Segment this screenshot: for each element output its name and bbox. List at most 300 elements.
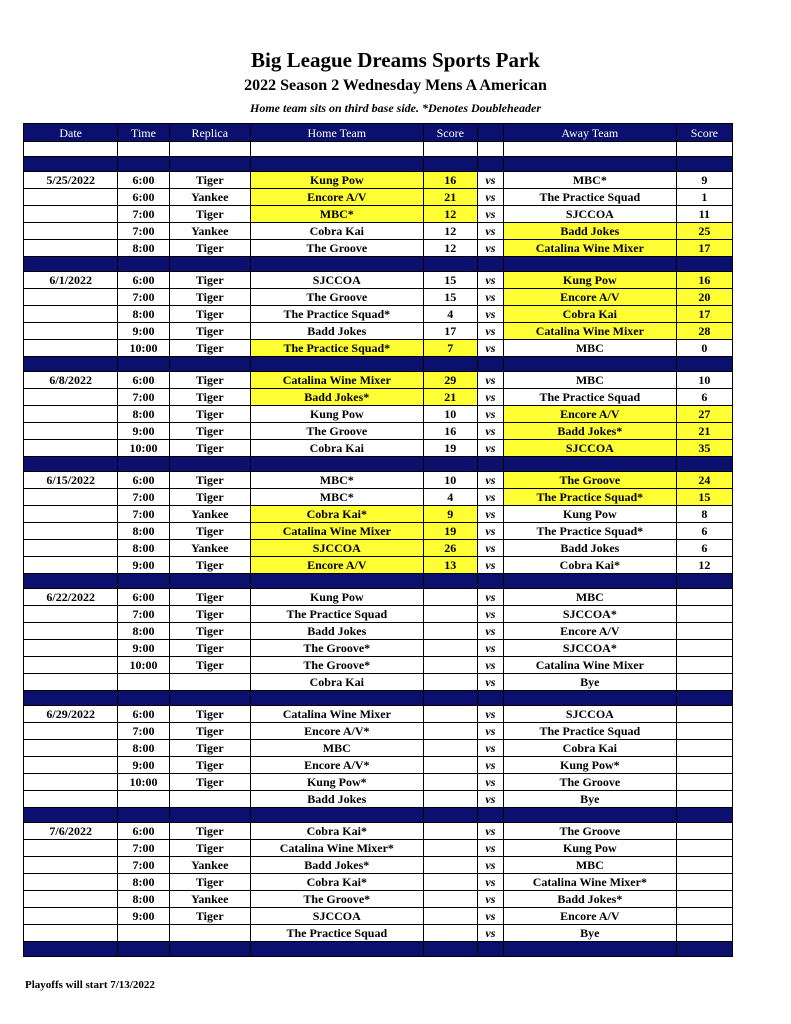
game-row: [24, 189, 733, 206]
vs-label: vs: [477, 240, 503, 257]
game-time: 9:00: [118, 323, 169, 340]
col-home-score: Score: [423, 124, 477, 142]
col-date: Date: [24, 124, 118, 142]
game-row: [24, 472, 733, 489]
separator-cell: [676, 574, 732, 589]
vs-label: vs: [477, 925, 503, 942]
week-separator: [24, 574, 733, 589]
game-replica: Tiger: [169, 623, 250, 640]
game-row: [24, 589, 733, 606]
away-score: 20: [676, 289, 732, 306]
game-time: 7:00: [118, 206, 169, 223]
vs-label: vs: [477, 323, 503, 340]
home-team: Badd Jokes: [250, 791, 423, 808]
away-team: Encore A/V: [503, 289, 676, 306]
game-time: [118, 925, 169, 942]
home-team: Catalina Wine Mixer: [250, 523, 423, 540]
game-row: [24, 506, 733, 523]
game-replica: Tiger: [169, 272, 250, 289]
home-score: [423, 774, 477, 791]
vs-label: vs: [477, 223, 503, 240]
game-row: [24, 840, 733, 857]
away-team: Kung Pow: [503, 506, 676, 523]
col-time: Time: [118, 124, 169, 142]
vs-label: vs: [477, 606, 503, 623]
away-team: Catalina Wine Mixer: [503, 323, 676, 340]
game-replica: Tiger: [169, 306, 250, 323]
game-date: 6/22/2022: [24, 589, 118, 606]
separator-cell: [169, 357, 250, 372]
separator-cell: [24, 942, 118, 957]
game-replica: Yankee: [169, 506, 250, 523]
game-time: 8:00: [118, 540, 169, 557]
schedule-table: [23, 123, 733, 957]
game-row: [24, 674, 733, 691]
week-separator: [24, 691, 733, 706]
game-replica: Tiger: [169, 523, 250, 540]
separator-cell: [477, 942, 503, 957]
separator-cell: [24, 808, 118, 823]
home-team: Badd Jokes: [250, 623, 423, 640]
game-replica: Tiger: [169, 557, 250, 574]
away-score: [676, 823, 732, 840]
separator-cell: [169, 257, 250, 272]
vs-label: vs: [477, 340, 503, 357]
separator-cell: [250, 357, 423, 372]
game-row: [24, 523, 733, 540]
game-date: [24, 206, 118, 223]
game-date: [24, 757, 118, 774]
home-team: Catalina Wine Mixer: [250, 372, 423, 389]
away-score: [676, 640, 732, 657]
col-away-team: Away Team: [503, 124, 676, 142]
home-score: 4: [423, 306, 477, 323]
vs-label: vs: [477, 272, 503, 289]
away-score: [676, 589, 732, 606]
game-date: [24, 423, 118, 440]
home-team: The Groove*: [250, 640, 423, 657]
vs-label: vs: [477, 640, 503, 657]
game-date: 7/6/2022: [24, 823, 118, 840]
game-time: 7:00: [118, 289, 169, 306]
separator-cell: [423, 457, 477, 472]
game-row: [24, 389, 733, 406]
vs-label: vs: [477, 740, 503, 757]
separator-cell: [503, 457, 676, 472]
home-team: Cobra Kai: [250, 440, 423, 457]
home-team: The Practice Squad: [250, 925, 423, 942]
home-score: [423, 791, 477, 808]
separator-cell: [169, 942, 250, 957]
game-date: [24, 891, 118, 908]
game-row: [24, 440, 733, 457]
away-score: 17: [676, 240, 732, 257]
game-replica: Tiger: [169, 840, 250, 857]
away-team: The Practice Squad*: [503, 523, 676, 540]
separator-cell: [676, 257, 732, 272]
game-replica: Tiger: [169, 606, 250, 623]
away-score: [676, 908, 732, 925]
home-score: [423, 857, 477, 874]
away-score: [676, 606, 732, 623]
separator-cell: [250, 808, 423, 823]
home-score: [423, 925, 477, 942]
away-score: [676, 623, 732, 640]
home-score: 15: [423, 272, 477, 289]
vs-label: vs: [477, 674, 503, 691]
game-date: [24, 289, 118, 306]
game-replica: Tiger: [169, 489, 250, 506]
game-row: [24, 774, 733, 791]
away-team: MBC: [503, 857, 676, 874]
separator-cell: [118, 257, 169, 272]
home-team: Catalina Wine Mixer*: [250, 840, 423, 857]
home-team: The Groove: [250, 423, 423, 440]
game-time: 7:00: [118, 506, 169, 523]
away-team: MBC*: [503, 172, 676, 189]
col-home-team: Home Team: [250, 124, 423, 142]
vs-label: vs: [477, 891, 503, 908]
home-score: [423, 874, 477, 891]
empty-cell: [24, 142, 118, 157]
vs-label: vs: [477, 540, 503, 557]
home-score: 12: [423, 223, 477, 240]
home-team: Encore A/V: [250, 557, 423, 574]
game-replica: Tiger: [169, 172, 250, 189]
game-date: [24, 740, 118, 757]
separator-cell: [423, 574, 477, 589]
away-score: 6: [676, 523, 732, 540]
separator-cell: [169, 574, 250, 589]
game-date: [24, 389, 118, 406]
vs-label: vs: [477, 289, 503, 306]
separator-cell: [477, 257, 503, 272]
game-date: [24, 506, 118, 523]
separator-cell: [477, 691, 503, 706]
vs-label: vs: [477, 823, 503, 840]
separator-cell: [24, 257, 118, 272]
separator-cell: [24, 357, 118, 372]
game-time: 8:00: [118, 240, 169, 257]
separator-cell: [503, 357, 676, 372]
home-team: Catalina Wine Mixer: [250, 706, 423, 723]
empty-cell: [676, 142, 732, 157]
home-team: The Groove*: [250, 657, 423, 674]
home-team: SJCCOA: [250, 908, 423, 925]
game-replica: Tiger: [169, 640, 250, 657]
away-team: Bye: [503, 791, 676, 808]
home-score: [423, 757, 477, 774]
game-row: [24, 606, 733, 623]
away-team: The Groove: [503, 774, 676, 791]
home-score: 26: [423, 540, 477, 557]
separator-cell: [423, 257, 477, 272]
away-team: Cobra Kai: [503, 306, 676, 323]
game-replica: Tiger: [169, 323, 250, 340]
game-date: 6/8/2022: [24, 372, 118, 389]
away-score: [676, 657, 732, 674]
game-date: [24, 523, 118, 540]
game-row: [24, 791, 733, 808]
game-date: [24, 306, 118, 323]
away-score: 6: [676, 540, 732, 557]
game-date: [24, 657, 118, 674]
away-team: Catalina Wine Mixer*: [503, 874, 676, 891]
away-team: The Practice Squad*: [503, 489, 676, 506]
vs-label: vs: [477, 774, 503, 791]
away-score: 1: [676, 189, 732, 206]
game-date: [24, 189, 118, 206]
away-team: Kung Pow: [503, 272, 676, 289]
empty-cell: [250, 142, 423, 157]
empty-cell: [169, 142, 250, 157]
game-row: [24, 323, 733, 340]
separator-cell: [24, 457, 118, 472]
week-separator: [24, 157, 733, 172]
game-row: [24, 723, 733, 740]
separator-cell: [118, 157, 169, 172]
separator-cell: [169, 457, 250, 472]
away-score: 15: [676, 489, 732, 506]
game-replica: Tiger: [169, 740, 250, 757]
game-date: 5/25/2022: [24, 172, 118, 189]
page-title: Big League Dreams Sports Park: [251, 48, 540, 72]
separator-cell: [423, 157, 477, 172]
game-row: [24, 272, 733, 289]
home-score: 16: [423, 172, 477, 189]
away-team: Kung Pow: [503, 840, 676, 857]
home-score: [423, 723, 477, 740]
game-replica: Tiger: [169, 423, 250, 440]
game-date: [24, 925, 118, 942]
game-time: 9:00: [118, 757, 169, 774]
game-replica: Yankee: [169, 857, 250, 874]
game-date: [24, 674, 118, 691]
home-score: [423, 674, 477, 691]
game-replica: [169, 674, 250, 691]
game-date: [24, 557, 118, 574]
away-score: 27: [676, 406, 732, 423]
game-replica: Tiger: [169, 440, 250, 457]
game-row: [24, 489, 733, 506]
home-score: 19: [423, 523, 477, 540]
home-team: The Groove: [250, 240, 423, 257]
week-separator: [24, 942, 733, 957]
game-replica: Tiger: [169, 589, 250, 606]
away-team: Bye: [503, 674, 676, 691]
away-score: 17: [676, 306, 732, 323]
game-time: 9:00: [118, 557, 169, 574]
game-time: [118, 791, 169, 808]
vs-label: vs: [477, 657, 503, 674]
home-team: Cobra Kai*: [250, 874, 423, 891]
away-score: [676, 857, 732, 874]
away-score: 28: [676, 323, 732, 340]
separator-cell: [250, 691, 423, 706]
game-replica: Tiger: [169, 908, 250, 925]
away-team: Cobra Kai: [503, 740, 676, 757]
game-date: [24, 606, 118, 623]
game-time: 9:00: [118, 423, 169, 440]
separator-cell: [423, 691, 477, 706]
game-replica: Tiger: [169, 240, 250, 257]
separator-cell: [503, 574, 676, 589]
page-note: Home team sits on third base side. *Denotes Doubleheader: [250, 101, 541, 115]
separator-cell: [477, 357, 503, 372]
separator-cell: [24, 691, 118, 706]
game-time: 8:00: [118, 874, 169, 891]
game-row: [24, 925, 733, 942]
game-replica: Tiger: [169, 472, 250, 489]
home-team: MBC*: [250, 206, 423, 223]
game-date: [24, 406, 118, 423]
game-time: 8:00: [118, 891, 169, 908]
home-team: Encore A/V*: [250, 757, 423, 774]
separator-cell: [503, 157, 676, 172]
game-row: [24, 223, 733, 240]
home-team: Cobra Kai*: [250, 506, 423, 523]
week-separator: [24, 808, 733, 823]
home-score: 15: [423, 289, 477, 306]
away-score: 35: [676, 440, 732, 457]
game-replica: Tiger: [169, 206, 250, 223]
away-score: [676, 674, 732, 691]
vs-label: vs: [477, 506, 503, 523]
game-date: [24, 640, 118, 657]
game-date: [24, 723, 118, 740]
game-time: 6:00: [118, 272, 169, 289]
separator-cell: [503, 257, 676, 272]
game-row: [24, 423, 733, 440]
game-replica: [169, 925, 250, 942]
home-team: Kung Pow: [250, 589, 423, 606]
home-score: 19: [423, 440, 477, 457]
vs-label: vs: [477, 423, 503, 440]
game-time: 6:00: [118, 706, 169, 723]
game-date: 6/29/2022: [24, 706, 118, 723]
game-row: [24, 740, 733, 757]
vs-label: vs: [477, 206, 503, 223]
game-row: [24, 823, 733, 840]
home-score: [423, 657, 477, 674]
game-row: [24, 240, 733, 257]
game-row: [24, 757, 733, 774]
separator-cell: [423, 942, 477, 957]
home-score: [423, 589, 477, 606]
home-score: [423, 740, 477, 757]
empty-cell: [503, 142, 676, 157]
game-date: [24, 323, 118, 340]
home-team: The Practice Squad*: [250, 306, 423, 323]
header-row: [24, 124, 733, 142]
game-time: 6:00: [118, 472, 169, 489]
away-team: SJCCOA*: [503, 606, 676, 623]
home-team: Kung Pow*: [250, 774, 423, 791]
separator-cell: [676, 457, 732, 472]
away-team: Encore A/V: [503, 406, 676, 423]
away-team: Badd Jokes*: [503, 891, 676, 908]
game-row: [24, 557, 733, 574]
home-team: Encore A/V*: [250, 723, 423, 740]
game-date: [24, 791, 118, 808]
away-score: 9: [676, 172, 732, 189]
away-team: MBC: [503, 372, 676, 389]
game-date: 6/15/2022: [24, 472, 118, 489]
vs-label: vs: [477, 840, 503, 857]
home-score: 29: [423, 372, 477, 389]
separator-cell: [423, 357, 477, 372]
game-time: 6:00: [118, 589, 169, 606]
game-time: 7:00: [118, 389, 169, 406]
separator-cell: [118, 942, 169, 957]
vs-label: vs: [477, 523, 503, 540]
vs-label: vs: [477, 406, 503, 423]
home-score: [423, 823, 477, 840]
home-team: SJCCOA: [250, 540, 423, 557]
vs-label: vs: [477, 372, 503, 389]
away-score: 0: [676, 340, 732, 357]
away-score: 25: [676, 223, 732, 240]
away-score: 21: [676, 423, 732, 440]
separator-cell: [676, 157, 732, 172]
game-row: [24, 172, 733, 189]
home-score: 21: [423, 189, 477, 206]
game-row: [24, 874, 733, 891]
game-row: [24, 540, 733, 557]
separator-cell: [676, 357, 732, 372]
home-team: Cobra Kai: [250, 674, 423, 691]
home-team: Badd Jokes*: [250, 389, 423, 406]
game-time: 10:00: [118, 657, 169, 674]
home-score: 10: [423, 472, 477, 489]
game-time: 7:00: [118, 606, 169, 623]
footer-note: Playoffs will start 7/13/2022: [25, 979, 155, 991]
away-score: 10: [676, 372, 732, 389]
away-team: Kung Pow*: [503, 757, 676, 774]
away-team: The Practice Squad: [503, 389, 676, 406]
game-row: [24, 340, 733, 357]
game-date: [24, 440, 118, 457]
game-replica: Yankee: [169, 891, 250, 908]
game-time: 6:00: [118, 189, 169, 206]
separator-cell: [118, 357, 169, 372]
vs-label: vs: [477, 791, 503, 808]
game-row: [24, 372, 733, 389]
game-time: 10:00: [118, 440, 169, 457]
away-team: Cobra Kai*: [503, 557, 676, 574]
away-score: 6: [676, 389, 732, 406]
separator-cell: [423, 808, 477, 823]
game-replica: Yankee: [169, 540, 250, 557]
away-team: The Groove: [503, 472, 676, 489]
separator-cell: [503, 942, 676, 957]
home-score: [423, 891, 477, 908]
vs-label: vs: [477, 623, 503, 640]
game-time: 8:00: [118, 623, 169, 640]
home-score: 17: [423, 323, 477, 340]
home-score: 10: [423, 406, 477, 423]
away-team: SJCCOA: [503, 440, 676, 457]
away-score: 16: [676, 272, 732, 289]
home-team: The Practice Squad*: [250, 340, 423, 357]
away-team: SJCCOA: [503, 206, 676, 223]
separator-cell: [250, 157, 423, 172]
away-score: 12: [676, 557, 732, 574]
home-team: MBC*: [250, 489, 423, 506]
home-team: The Groove*: [250, 891, 423, 908]
vs-label: vs: [477, 589, 503, 606]
home-team: Encore A/V: [250, 189, 423, 206]
